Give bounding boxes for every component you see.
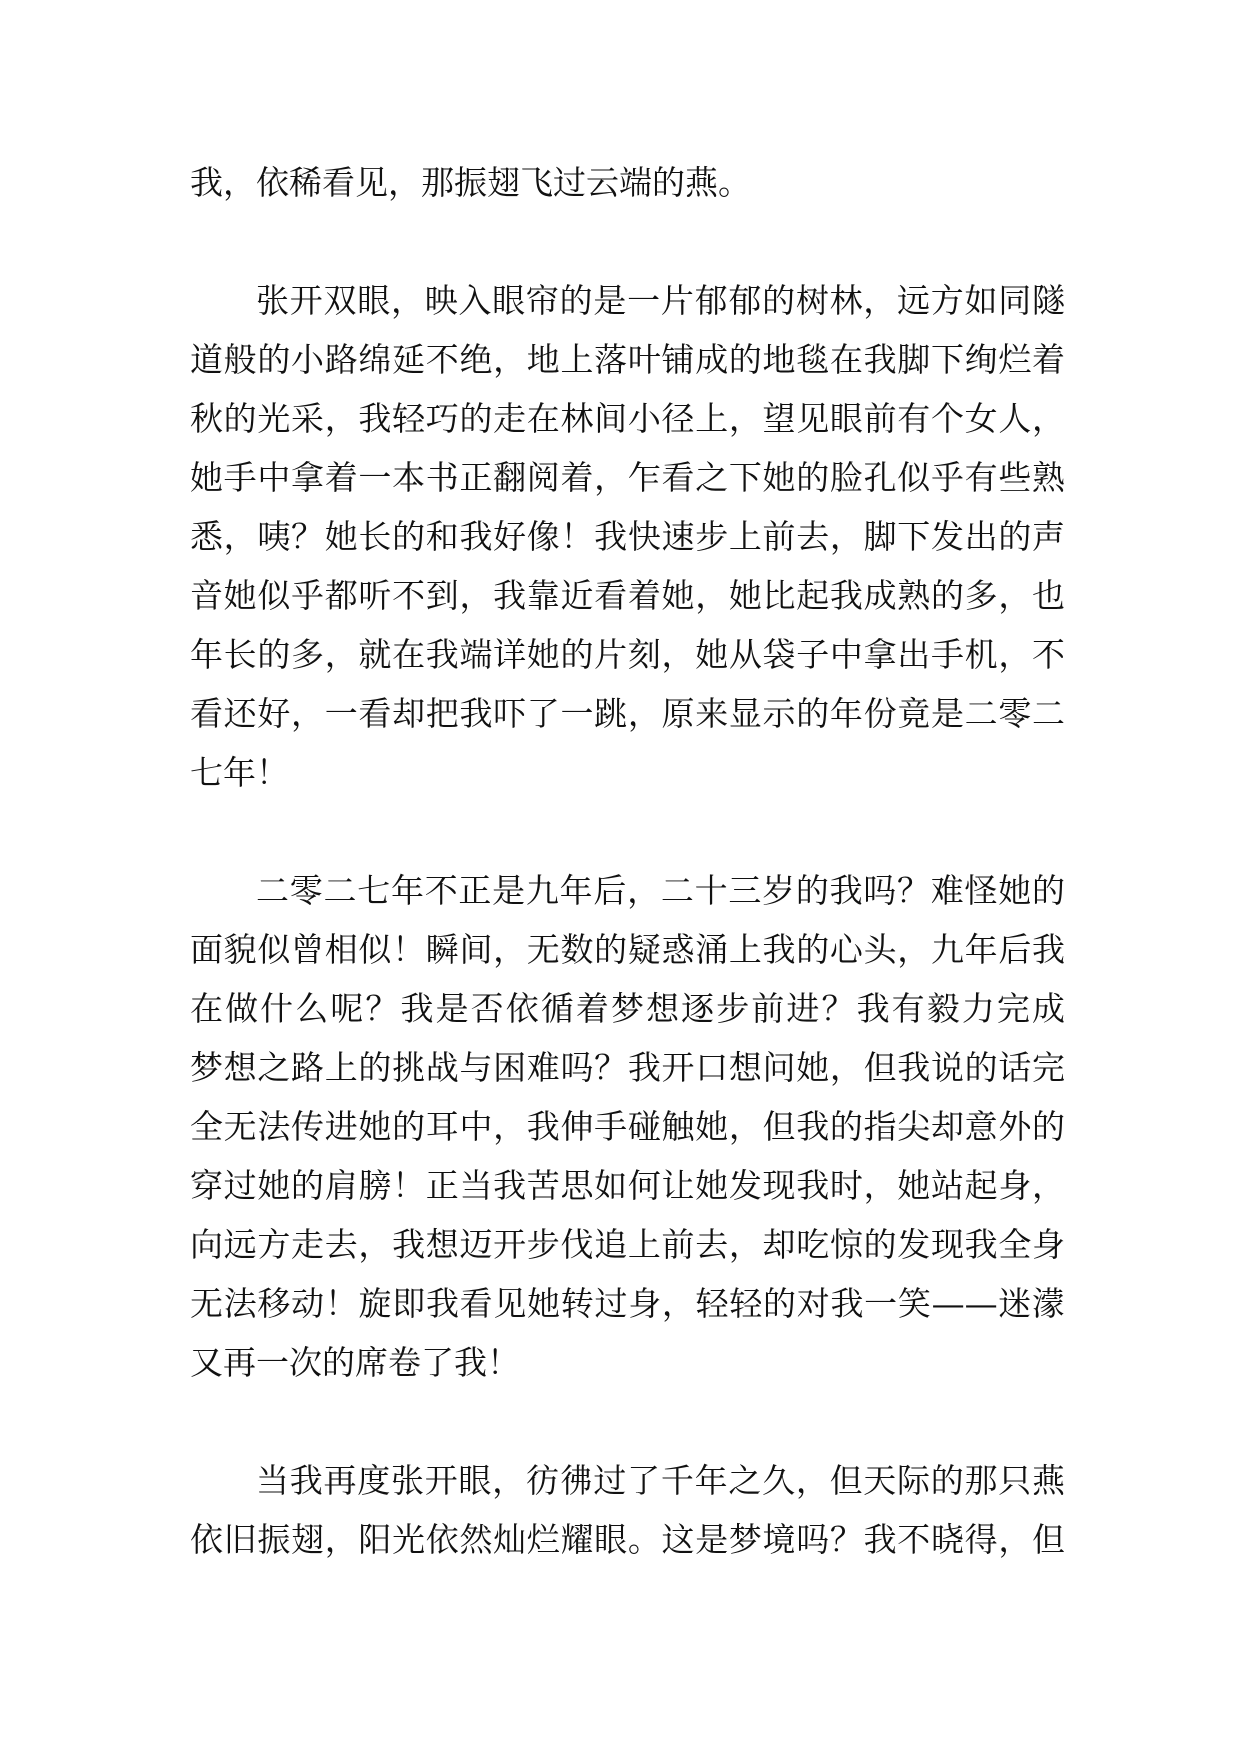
text-line: 在做什么呢？我是否依循着梦想逐步前进？我有毅力完成 (190, 989, 1065, 1028)
text-line: 无法移动！旋即我看见她转过身，轻轻的对我一笑——迷濛 (190, 1284, 1065, 1323)
text-line: 音她似乎都听不到，我靠近看着她，她比起我成熟的多，也 (190, 576, 1065, 615)
text-line: 七年！ (190, 753, 289, 792)
text-line: 张开双眼，映入眼帘的是一片郁郁的树林，远方如同隧 (256, 281, 1065, 320)
text-line: 面貌似曾相似！瞬间，无数的疑惑涌上我的心头，九年后我 (190, 930, 1065, 969)
text-line: 梦想之路上的挑战与困难吗？我开口想问她，但我说的话完 (190, 1048, 1065, 1087)
text-line: 穿过她的肩膀！正当我苦思如何让她发现我时，她站起身， (190, 1166, 1065, 1205)
text-line: 悉，咦？她长的和我好像！我快速步上前去，脚下发出的声 (190, 517, 1065, 556)
text-line: 依旧振翅，阳光依然灿烂耀眼。这是梦境吗？我不晓得，但 (190, 1520, 1065, 1559)
text-line: 二零二七年不正是九年后，二十三岁的我吗？难怪她的 (256, 871, 1065, 910)
text-line: 她手中拿着一本书正翻阅着，乍看之下她的脸孔似乎有些熟 (190, 458, 1065, 497)
text-line: 向远方走去，我想迈开步伐追上前去，却吃惊的发现我全身 (190, 1225, 1065, 1264)
text-line: 道般的小路绵延不绝，地上落叶铺成的地毯在我脚下绚烂着 (190, 340, 1065, 379)
paragraph-4 (190, 1451, 1065, 1569)
document-body (190, 153, 1065, 1628)
text-line: 我，依稀看见，那振翅飞过云端的燕。 (190, 163, 751, 202)
paragraph-1 (190, 153, 1065, 212)
text-line: 看还好，一看却把我吓了一跳，原来显示的年份竟是二零二 (190, 694, 1065, 733)
text-line: 秋的光采，我轻巧的走在林间小径上，望见眼前有个女人， (190, 399, 1065, 438)
paragraph-3 (190, 861, 1065, 1392)
text-line: 年长的多，就在我端详她的片刻，她从袋子中拿出手机，不 (190, 635, 1065, 674)
text-line: 当我再度张开眼，彷彿过了千年之久，但天际的那只燕 (256, 1461, 1065, 1500)
text-line: 又再一次的席卷了我！ (190, 1343, 520, 1382)
text-line: 全无法传进她的耳中，我伸手碰触她，但我的指尖却意外的 (190, 1107, 1065, 1146)
paragraph-2 (190, 271, 1065, 802)
